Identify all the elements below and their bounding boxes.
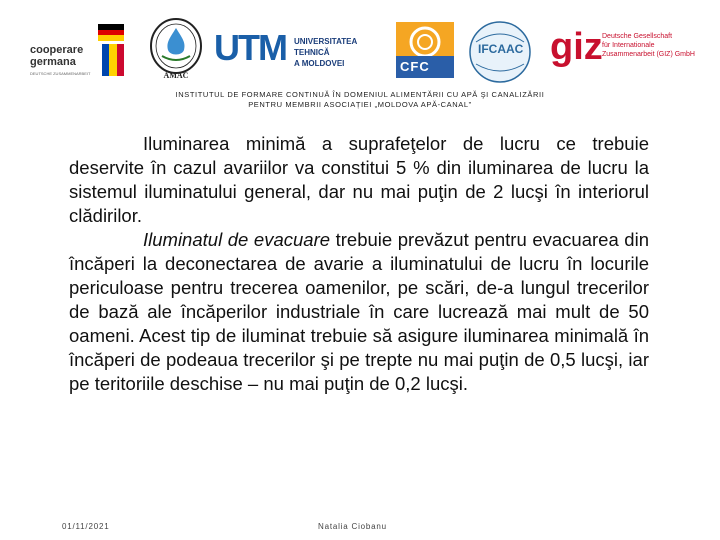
coop-wordmark: cooperare germana — [30, 44, 84, 68]
cooperare-germana-logo — [30, 22, 130, 84]
institute-line-1: INSTITUTUL DE FORMARE CONTINUĂ ÎN DOMENIUL ALIMENTĂRII CU APĂ ŞI CANALIZĂRII — [175, 90, 545, 99]
logo-strip: cooperare germana DEUTSCHE ZUSAMMENARBEIT AMAC UTM UNIVERSITATEA TEHNICĂ A MOLDOVEI CFC IFCAAC giz Deutsche Gesellschaft für Internationale Zusammenarbeit (GIZ) GmbH — [0, 8, 720, 88]
moldovan-flag-icon — [102, 44, 124, 76]
amac-logo — [148, 16, 204, 87]
giz-fullname: Deutsche Gesellschaft für Internationale Zusammenarbeit (GIZ) GmbH — [602, 33, 695, 58]
institute-header — [0, 90, 720, 110]
paragraph-2 — [69, 228, 649, 396]
paragraph-2-text: trebuie prevăzut pentru evacuarea din încăperi la deconectarea de avarie a iluminatului de lucru în locurile periculoase pentru trecerea oamenilor, pe scări, de-a lungul trecerilor de bază ale încăperilor industriale în care lucrează mai mult de 50 oameni. Acest tip de iluminat trebuie să asigure iluminarea minimală în încăperi de podeaua trecerilor şi pe trepte nu mai puţin de 0,5 lucşi, iar pe teritoriile deschise – nu mai puţin de 0,2 lucşi. — [69, 229, 649, 394]
cfc-logo: CFC — [396, 22, 454, 78]
footer-author: Natalia Ciobanu — [318, 522, 387, 531]
footer-date: 01/11/2021 — [62, 522, 110, 531]
coop-subtitle: DEUTSCHE ZUSAMMENARBEIT — [30, 71, 91, 76]
utm-monogram: UTM — [214, 27, 286, 68]
institute-line-2: PENTRU MEMBRII ASOCIAȚIEI „MOLDOVA APĂ-CANAL” — [248, 100, 472, 109]
utm-name: UNIVERSITATEA TEHNICĂ A MOLDOVEI — [294, 37, 357, 68]
body-text — [69, 132, 649, 396]
svg-text:AMAC: AMAC — [163, 71, 189, 80]
giz-logo: giz Deutsche Gesellschaft für Internationale Zusammenarbeit (GIZ) GmbH — [550, 26, 695, 68]
evacuation-term: Iluminatul de evacuare — [143, 229, 331, 250]
paragraph-1: Iluminarea minimă a suprafeţelor de lucru ce trebuie deservite în cazul avariilor va constitui 5 % din iluminarea de lucru la sistemul iluminatului general, dar nu mai puţin de 2 lucşi în interiorul clădirilor. — [69, 133, 649, 226]
utm-logo — [214, 28, 374, 68]
german-flag-icon — [98, 24, 124, 41]
